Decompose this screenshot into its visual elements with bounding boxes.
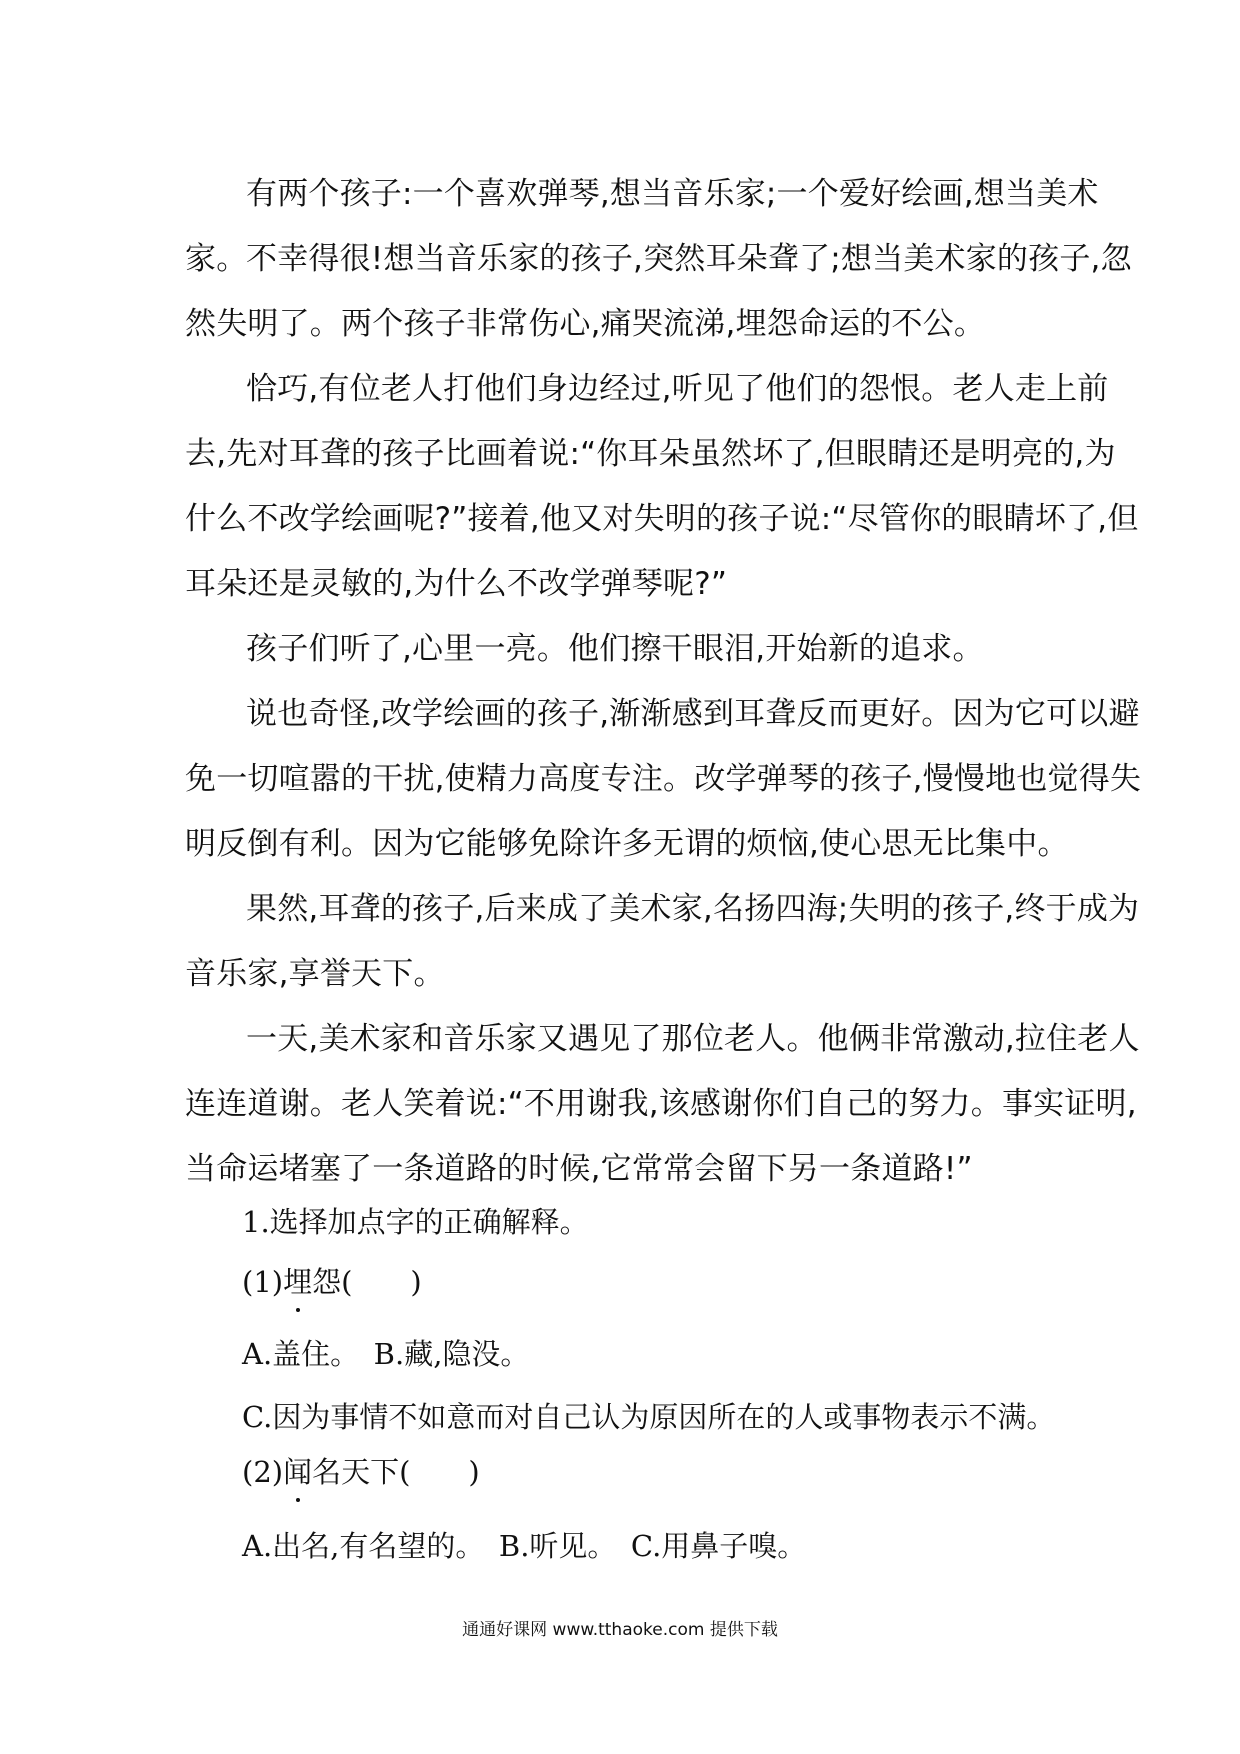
- item-2-rest: 名天下( ): [312, 1455, 480, 1489]
- item-2-number: (2): [242, 1455, 284, 1489]
- story-paragraph-5: 说也奇怪,改学绘画的孩子,渐渐感到耳聋反而更好。因为它可以避免一切喧嚣的干扰,使精力高度专注。改学弹琴的孩子,慢慢地也觉得失明反倒有利。因为它能够免除许多无谓的烦恼,使心思无比集中。: [185, 696, 1142, 862]
- story-paragraph-2: 不幸得很!想当音乐家的孩子,突然耳朵聋了;想当美术家的孩子,忽然失明了。两个孩子非常伤心,痛哭流涕,埋怨命运的不公。: [185, 241, 1132, 342]
- item-2-options: A.出名,有名望的。 B.听见。 C.用鼻子嗅。: [242, 1529, 807, 1563]
- story-paragraph-1: 有两个孩子:一个喜欢弹琴,想当音乐家;一个爱好绘画,想当美术家。: [185, 176, 1099, 277]
- item-2-dotted-char: 闻: [283, 1452, 312, 1492]
- story-paragraph-4: 孩子们听了,心里一亮。他们擦干眼泪,开始新的追求。: [246, 631, 984, 667]
- item-1-options-ab: A.盖住。 B.藏,隐没。: [242, 1337, 530, 1371]
- question-1-title: 1.选择加点字的正确解释。: [242, 1205, 589, 1239]
- story-paragraph-7: 一天,美术家和音乐家又遇见了那位老人。他俩非常激动,拉住老人连连道谢。老人笑着说:“不用谢我,该感谢你们自己的努力。事实证明,当命运堵塞了一条道路的时候,它常常会留下另一条道路!”: [185, 1021, 1140, 1187]
- item-1-dotted-char: 埋: [283, 1262, 312, 1302]
- question-1-item-1: [242, 1262, 422, 1302]
- item-1-rest: 怨( ): [312, 1265, 422, 1299]
- item-1-option-c: C.因为事情不如意而对自己认为原因所在的人或事物表示不满。: [242, 1400, 1056, 1434]
- story-paragraph-3: 恰巧,有位老人打他们身边经过,听见了他们的怨恨。老人走上前去,先对耳聋的孩子比画着说:“你耳朵虽然坏了,但眼睛还是明亮的,为什么不改学绘画呢?”接着,他又对失明的孩子说:“尽管你的眼睛坏了,但耳朵还是灵敏的,为什么不改学弹琴呢?”: [185, 371, 1139, 602]
- footer-source-note: 通通好课网 www.tthaoke.com 提供下载: [462, 1620, 778, 1640]
- question-1-item-2: [242, 1452, 480, 1492]
- item-1-number: (1): [242, 1265, 284, 1299]
- story-paragraph-6: 果然,耳聋的孩子,后来成了美术家,名扬四海;失明的孩子,终于成为音乐家,享誉天下。: [185, 891, 1140, 992]
